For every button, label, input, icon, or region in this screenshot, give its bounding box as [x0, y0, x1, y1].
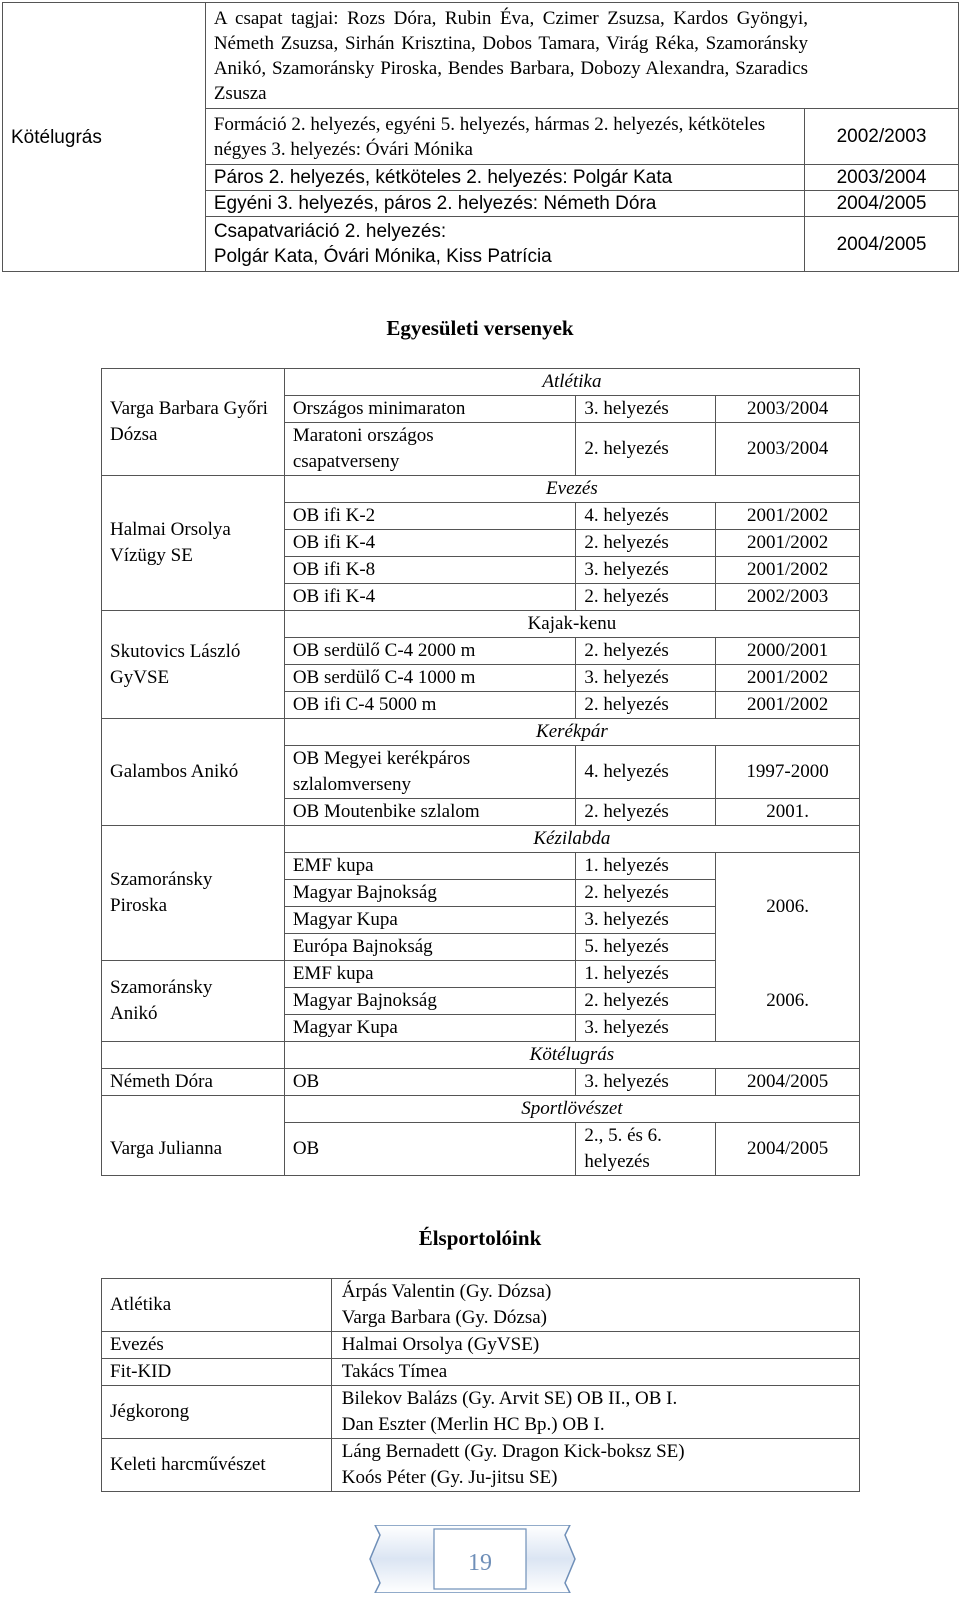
- athlete-name: Bilekov Balázs (Gy. Arvit SE) OB II., OB I.: [341, 1388, 678, 1409]
- sport-header: Kézilabda: [284, 826, 859, 853]
- event-cell: OB: [284, 1123, 576, 1176]
- section-title-club: Egyesületi versenyek: [386, 316, 574, 340]
- place-cell: 2. helyezés: [576, 584, 716, 611]
- place-cell: 3. helyezés: [576, 557, 716, 584]
- event-cell: Országos minimaraton: [284, 396, 576, 423]
- season-cell: 2001/2002: [716, 557, 860, 584]
- event-cell: OB ifi K-2: [284, 503, 576, 530]
- event-cell: OB ifi K-4: [284, 530, 576, 557]
- table-row: [102, 1386, 860, 1439]
- sport-cell: Fit-KID: [102, 1359, 332, 1386]
- place-cell: 2. helyezés: [576, 423, 716, 476]
- athlete-cell-empty: [102, 1096, 285, 1123]
- sport-header-row: [102, 1042, 860, 1069]
- event-cell: Magyar Kupa: [284, 907, 576, 934]
- event-cell: OB Megyei kerékpáros szlalomverseny: [284, 746, 576, 799]
- place-cell: 2. helyezés: [576, 988, 716, 1015]
- season-cell: 2001/2002: [716, 530, 860, 557]
- place-cell: 1. helyezés: [576, 853, 716, 880]
- place-cell: 3. helyezés: [576, 907, 716, 934]
- result-line: Csapatvariáció 2. helyezés:: [213, 221, 447, 242]
- result-text: [205, 217, 804, 272]
- place-cell: 1. helyezés: [576, 961, 716, 988]
- place-cell: 2. helyezés: [576, 692, 716, 719]
- athlete-cell: Szamoránsky Piroska: [102, 826, 285, 961]
- table-row: [102, 1359, 860, 1386]
- season-cell: 2004/2005: [805, 191, 959, 217]
- season-cell: 1997-2000: [716, 746, 860, 799]
- place-cell: 2., 5. és 6. helyezés: [576, 1123, 716, 1176]
- sport-header-row: [102, 611, 860, 638]
- event-cell: EMF kupa: [284, 961, 576, 988]
- athlete-name: Halmai Orsolya (GyVSE): [341, 1334, 540, 1355]
- place-cell: 2. helyezés: [576, 799, 716, 826]
- season-cell: 2003/2004: [716, 423, 860, 476]
- place-cell: 4. helyezés: [576, 746, 716, 799]
- sport-header: Kerékpár: [284, 719, 859, 746]
- place-cell: 2. helyezés: [576, 880, 716, 907]
- season-cell: 2003/2004: [716, 396, 860, 423]
- elite-athletes-table: [101, 1278, 860, 1492]
- table-row: [102, 961, 860, 988]
- place-cell: 2. helyezés: [576, 638, 716, 665]
- athlete-cell: Varga Barbara Győri Dózsa: [102, 369, 285, 476]
- season-cell: 2001/2002: [716, 503, 860, 530]
- athlete-name: Koós Péter (Gy. Ju-jitsu SE): [341, 1467, 558, 1488]
- event-cell: OB serdülő C-4 2000 m: [284, 638, 576, 665]
- season-cell: 2004/2005: [805, 217, 959, 272]
- season-cell: 2002/2003: [805, 109, 959, 165]
- names-cell: [331, 1386, 859, 1439]
- event-cell: OB ifi C-4 5000 m: [284, 692, 576, 719]
- event-cell: OB ifi K-4: [284, 584, 576, 611]
- season-cell: 2000/2001: [716, 638, 860, 665]
- place-cell: 5. helyezés: [576, 934, 716, 961]
- athlete-cell: Varga Julianna: [102, 1123, 285, 1176]
- place-cell: 3. helyezés: [576, 1069, 716, 1096]
- season-cell: 2001.: [716, 799, 860, 826]
- sport-header: Evezés: [284, 476, 859, 503]
- event-cell: Magyar Kupa: [284, 1015, 576, 1042]
- names-cell: [331, 1279, 859, 1332]
- event-cell: Magyar Bajnokság: [284, 880, 576, 907]
- sport-header: Kötélugrás: [284, 1042, 859, 1069]
- table-row: [102, 1123, 860, 1176]
- page-footer: [0, 1525, 960, 1593]
- sport-header-row: [102, 826, 860, 853]
- sport-header-row: [102, 1096, 860, 1123]
- names-cell: [331, 1439, 859, 1492]
- result-line: Polgár Kata, Óvári Mónika, Kiss Patrícia: [213, 246, 552, 267]
- page-number-badge-icon: [0, 1525, 960, 1593]
- table-row: [102, 1279, 860, 1332]
- season-cell: 2001/2002: [716, 665, 860, 692]
- event-cell: OB Moutenbike szlalom: [284, 799, 576, 826]
- result-text: Páros 2. helyezés, kétköteles 2. helyezés: Polgár Kata: [205, 165, 804, 191]
- athlete-name: Árpás Valentin (Gy. Dózsa): [341, 1281, 552, 1302]
- sport-header-row: [102, 719, 860, 746]
- category-cell: Kötélugrás: [3, 3, 206, 272]
- sport-cell: Keleti harcművészet: [102, 1439, 332, 1492]
- place-cell: 3. helyezés: [576, 396, 716, 423]
- names-cell: [331, 1359, 859, 1386]
- club-results-table: [101, 368, 860, 1176]
- sport-header: Sportlövészet: [284, 1096, 859, 1123]
- names-cell: [331, 1332, 859, 1359]
- place-cell: 3. helyezés: [576, 1015, 716, 1042]
- sport-header-row: [102, 369, 860, 396]
- result-text: Formáció 2. helyezés, egyéni 5. helyezés, hármas 2. helyezés, kétköteles négyes 3. helyezés: Óvári Mónika: [205, 109, 804, 165]
- season-cell: 2004/2005: [716, 1123, 860, 1176]
- athlete-cell: Galambos Anikó: [102, 719, 285, 826]
- athlete-name: Varga Barbara (Gy. Dózsa): [341, 1307, 548, 1328]
- season-cell: 2004/2005: [716, 1069, 860, 1096]
- page-number: 19: [468, 1550, 492, 1576]
- result-text: Egyéni 3. helyezés, páros 2. helyezés: Németh Dóra: [205, 191, 804, 217]
- event-cell: OB serdülő C-4 1000 m: [284, 665, 576, 692]
- athlete-cell: Szamoránsky Anikó: [102, 961, 285, 1042]
- event-cell: Maratoni országos csapatverseny: [284, 423, 576, 476]
- athlete-name: Takács Tímea: [341, 1361, 448, 1382]
- athlete-name: Dan Eszter (Merlin HC Bp.) OB I.: [341, 1414, 605, 1435]
- athlete-cell: Németh Dóra: [102, 1069, 285, 1096]
- athlete-name: Láng Bernadett (Gy. Dragon Kick-boksz SE): [341, 1441, 685, 1462]
- place-cell: 2. helyezés: [576, 530, 716, 557]
- table-row: [3, 3, 959, 109]
- sport-cell: Atlétika: [102, 1279, 332, 1332]
- athlete-cell: Skutovics László GyVSE: [102, 611, 285, 719]
- place-cell: 3. helyezés: [576, 665, 716, 692]
- sport-cell: Evezés: [102, 1332, 332, 1359]
- team-members: A csapat tagjai: Rozs Dóra, Rubin Éva, Czimer Zsuzsa, Kardos Gyöngyi, Németh Zsuzsa, Sirhán Krisztina, Dobos Tamara, Virág Réka, Szamoránsky Anikó, Szamoránsky Piroska, Bendes Barbara, Dobozy Alexandra, Szaradics Zsusza: [205, 3, 958, 109]
- table-row: [102, 1069, 860, 1096]
- season-cell: 2001/2002: [716, 692, 860, 719]
- event-cell: Magyar Bajnokság: [284, 988, 576, 1015]
- section-title-elite: Élsportolóink: [418, 1226, 542, 1250]
- place-cell: 4. helyezés: [576, 503, 716, 530]
- kotelugras-table: [2, 2, 959, 272]
- sport-header: Atlétika: [284, 369, 859, 396]
- season-cell: 2003/2004: [805, 165, 959, 191]
- season-cell: 2006.: [716, 853, 860, 961]
- season-cell: 2002/2003: [716, 584, 860, 611]
- event-cell: Európa Bajnokság: [284, 934, 576, 961]
- season-cell: 2006.: [716, 961, 860, 1042]
- event-cell: OB ifi K-8: [284, 557, 576, 584]
- athlete-cell-empty: [102, 1042, 285, 1069]
- table-row: [102, 1439, 860, 1492]
- sport-header-row: [102, 476, 860, 503]
- table-row: [102, 1332, 860, 1359]
- sport-cell: Jégkorong: [102, 1386, 332, 1439]
- athlete-cell: Halmai Orsolya Vízügy SE: [102, 476, 285, 611]
- event-cell: OB: [284, 1069, 576, 1096]
- event-cell: EMF kupa: [284, 853, 576, 880]
- sport-header: Kajak-kenu: [284, 611, 859, 638]
